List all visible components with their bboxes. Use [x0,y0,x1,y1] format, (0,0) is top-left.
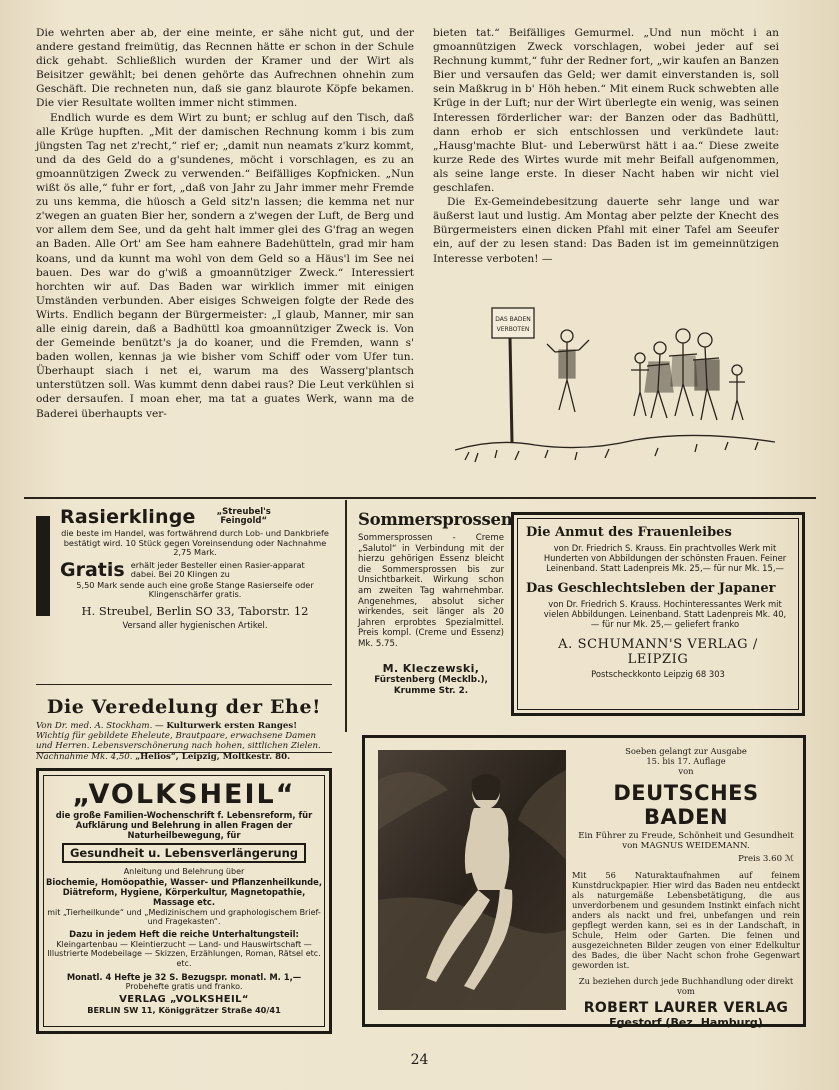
page-number: 24 [410,1052,429,1068]
ad-subtitle: die große Familien-Wochenschrift f. Lebensreform, für Aufklärung und Belehrung in allen Fragen der Naturheilbewegung, für [55,810,313,840]
ad-text: mit „Tierheilkunde“ und „Medizinischem und graphologischem Brief- und Fragekasten“. [47,907,321,927]
ad-title: „VOLKSHEIL“ [72,779,296,810]
ad-title: DEUTSCHES BADEN [613,781,759,829]
ad-subtitle: Ein Führer zu Freude, Schönheit und Gesundheit von MAGNUS WEIDEMANN. [578,831,794,852]
section-divider [24,497,816,499]
ad-text: Kleingartenbau — Kleintierzucht — Land- und Hauswirtschaft — Illustrierte Modebeilage — Skizzen, Erzählungen, Roman, Rätsel etc. etc. [47,939,321,968]
ad-text: die beste im Handel, was fortwährend durch Lob- und Dankbriefe bestätigt wird. 10 Stück gegen Voreinsendung oder Nachnahme 2,75 Mark. [61,528,329,558]
ad-price: Monatl. 4 Hefte je 32 S. Bezugspr. monatl. M. 1,— [66,971,302,982]
ad-text: Sommersprossen - Creme „Salutol“ in Verbindung mit der hierzu gehörigen Essenz bleicht die Sommersprossen bis zur Unsichtbarkeit. Wirkung schon am zweiten Tag wahrnehmbar. Angenehmes, absolut sicher wirkendes, seit länger als 20 Jahren erprobtes Spezialmittel. Preis kompl. (Creme und Essenz) Mk. 5.75. [358,533,504,649]
ad-title: Rasierklinge [60,506,196,528]
decorative-bar [36,516,50,616]
gratis-heading: Gratis [60,558,125,581]
ad-text: Probehefte gratis und franko. [125,981,243,991]
ad-topics: Biochemie, Homöopathie, Wasser- und Pflanzenheilkunde, Diätreform, Hygiene, Körperkultur, Magnetopathie, Massage etc. [45,876,323,907]
ad-publisher: A. SCHUMANN'S VERLAG / LEIPZIG [558,637,758,667]
ad-street: Krumme Str. 2. [393,685,469,696]
article-right-column [433,26,779,266]
ad-text-highlight: Kulturwerk ersten Ranges! [166,721,298,731]
ad-boxed-heading: Gesundheit u. Lebensverlängerung [62,843,306,863]
ad-divider [36,684,332,685]
column-divider [345,500,347,732]
ad-address: BERLIN SW 11, Königgrätzer Straße 40/41 [87,1005,281,1016]
ad-text: von [678,766,694,776]
book-title: Die Anmut des Frauenleibes [526,525,732,540]
ad-edition: 15. bis 17. Auflage [646,756,726,766]
article-left-column [36,26,414,421]
ad-address: H. Streubel, Berlin SO 33, Taborstr. 12 [81,603,309,618]
ad-account: Postscheckkonto Leipzig 68 303 [591,669,725,679]
ad-text-body: Wichtig für gebildete Eheleute, Brautpaare, erwachsene Damen und Herren. Lebensverschönerung nach hohen, sittlichen Zielen. Nachnahme Mk. 4,50. [36,731,321,762]
ad-text: Anleitung und Belehrung über [123,867,245,876]
ad-price: Preis 3.60 ℳ [738,854,794,865]
ad-note: Versand aller hygienischen Artikel. [122,619,268,630]
ad-veredelung-der-ehe [36,696,332,762]
article-paragraph: Endlich wurde es dem Wirt zu bunt; er schlug auf den Tisch, daß alle Krüge hupften. „Mit der damischen Rechnung komm i bis zum jüngsten Tag net z'recht,“ rief er; „damit nun neamats z'kurz kommt, und da des Geld do a g'sundenes, möcht i vorschlagen, es zu an gmoannützigen Zweck zu verwenden.“ Beifälliges Kopfnicken. „Nun wißt ös alle,“ fuhr er fort, „daß von Jahr zu Jahr immer mehr Fremde zu uns kemma, die hüosch a Geld sitz'n lassen; die kemma net nur z'wegen an guaten Bier her, sondern a z'wegen der Luft, de Berg und vor allem dem See, und da geht halt immer glei des G'frag an wegen an Baden. Alle Ort' am See ham eahnere Badehütteln, grad mir ham koans, und da kunnt ma wohl von dem Geld so a Häus'l im See nei bauen. Des war do g'wiß a gmoannütziger Zweck.“ Interessiert horchten wir auf. Das Baden war wirklich immer mit einigen Umständen verbunden. Aber eisiges Schweigen folgte der Rede des Wirts. Endlich begann der Bürgermeister: „I glaub, Manner, mir san alle einig darein, daß a Badhüttl koa gmoannütziger Zweck is. Von der Gemeinde benützt's ja do koaner, und die Fremden, wann s' baden wollen, kennas ja wie bisher vom Schiff oder vom Ufer tun. Überhaupt siach i net ei, warum ma des Wasserg'plantsch unterstützen soll. Was kummt denn dabei raus? Die Leut verkühlen si oder dersaufen. I moan eher, ma tat a guates Werk, wann ma de Baderei überhaupts ver- [36,111,414,420]
ad-title: Die Veredelung der Ehe! [46,696,322,718]
book-title: Das Geschlechtsleben der Japaner [526,581,776,596]
ad-name: M. Kleczewski, [382,661,480,675]
ad-text: Dazu in jedem Heft die reiche Unterhaltungsteil: [69,928,299,939]
ad-address: Egestorf (Bez. Hamburg) [609,1016,763,1030]
gratis-text: erhält jeder Besteller einen Rasier-apparat dabei. Bei 20 Klingen zu [130,559,305,580]
ad-schumann-verlag [511,512,805,716]
ad-text-publisher: „Helios“, Leipzig, Moltkestr. 80. [135,751,291,762]
gratis-text-continued: 5,50 Mark sende auch eine große Stange Rasierseife oder Klingenschärfer gratis. [76,579,314,600]
article-paragraph: Die wehrten aber ab, der eine meinte, er sähe nicht gut, und der andere gestand freimütig, das Recnnen hätte er schon in der Schule dick gehabt. Schließlich wurden der Kramer und der Wirt als Beisitzer gewählt; bei denen gehörte das Aufrechnen ohnehin zum Geschäft. Die rechneten nun, daß sie ganz blaurote Köpfe bekamen. Die vier Resultate wollten immer nicht stimmen. [36,27,414,110]
article-paragraph: Die Ex-Gemeindebesitzung dauerte sehr lange und war äußerst laut und lustig. Am Montag aber pelzte der Knecht des Bürgermeisters einen dicken Pfahl mit einer Tafel am Seeufer ein, auf der zu lesen stand: Das Baden ist im gemeinnützigen Interesse verboten! — [433,196,779,265]
ad-text: Zu beziehen durch jede Buchhandlung oder direkt vom [578,976,794,997]
ad-deutsches-baden [362,735,806,1030]
ad-publisher: ROBERT LAURER VERLAG [583,1000,789,1017]
ad-sommersprossen [358,510,513,697]
ad-text: Soeben gelangt zur Ausgabe [625,746,747,756]
ad-city: Fürstenberg (Mecklb.), [374,674,488,685]
sign-text-line1: DAS BADEN [495,316,531,323]
bathing-prohibited-illustration [455,300,775,470]
ad-rasierklinge [36,506,332,676]
ad-volksheil [36,768,332,1034]
ad-publisher: VERLAG „VOLKSHEIL“ [119,994,249,1006]
sign-text-line2: VERBOTEN [496,326,530,333]
ad-title: Sommersprossen [358,510,513,529]
ad-text-author: Von Dr. med. A. Stockham. — [36,721,167,731]
book-text: von Dr. Friedrich S. Krauss. Hochinteressantes Werk mit vielen Abbildungen. Leinenband. Statt Ladenpreis Mk. 40,— für nur Mk. 25,— geliefert franko [543,599,787,629]
ad-body: Mit 56 Naturaktaufnahmen auf feinem Kunstdruckpapier. Hier wird das Baden neu entdeckt als naturgemäße Lebensbetätigung, die aus unverdorbenem und gesundem Instinkt einfach nicht anders als nackt und frei, unbefangen und rein gepflegt werden kann, sei es in der Landschaft, in Schule, Heim oder Garten. Die feinen und ausgezeichneten Bilder zeugen von einer Edelkultur des Bades, die über Nacht schon frohe Gegenwart geworden ist. [572,870,800,971]
bather-photo [378,750,566,1010]
book-text: von Dr. Friedrich S. Krauss. Ein prachtvolles Werk mit Hunderten von Abbildungen der schönsten Frauen. Feiner Leinenband. Statt Ladenpreis Mk. 25,— für nur Mk. 15,— [543,543,787,573]
ad-subtitle: „Streubel's Feingold“ [216,507,271,526]
article-paragraph: bieten tat.“ Beifälliges Gemurmel. „Und nun möcht i an gmoannützigen Zweck vorschlagen, wobei jeder auf sei Rechnung kummt,“ fuhr der Redner fort, „wir kaufen an Banzen Bier und versaufen das Geld; wer damit einverstanden is, soll sein Maßkrug in b' Höh heben.“ Mit einem Ruck schwebten alle Krüge in der Luft; nur der Wirt überlegte ein wenig, was seinen Interessen förderlicher war: der Banzen oder das Badhüttl, dann erhob er sich entschlossen und verkündete laut: „Hausg'machte Blut- und Leberwürst hätt i aa.“ Diese zweite kurze Rede des Wirtes wurde mit mehr Beifall aufgenommen, als seine lange erste. In dieser Nacht haben wir nicht viel geschlafen. [433,27,779,195]
ad-text [36,721,332,762]
